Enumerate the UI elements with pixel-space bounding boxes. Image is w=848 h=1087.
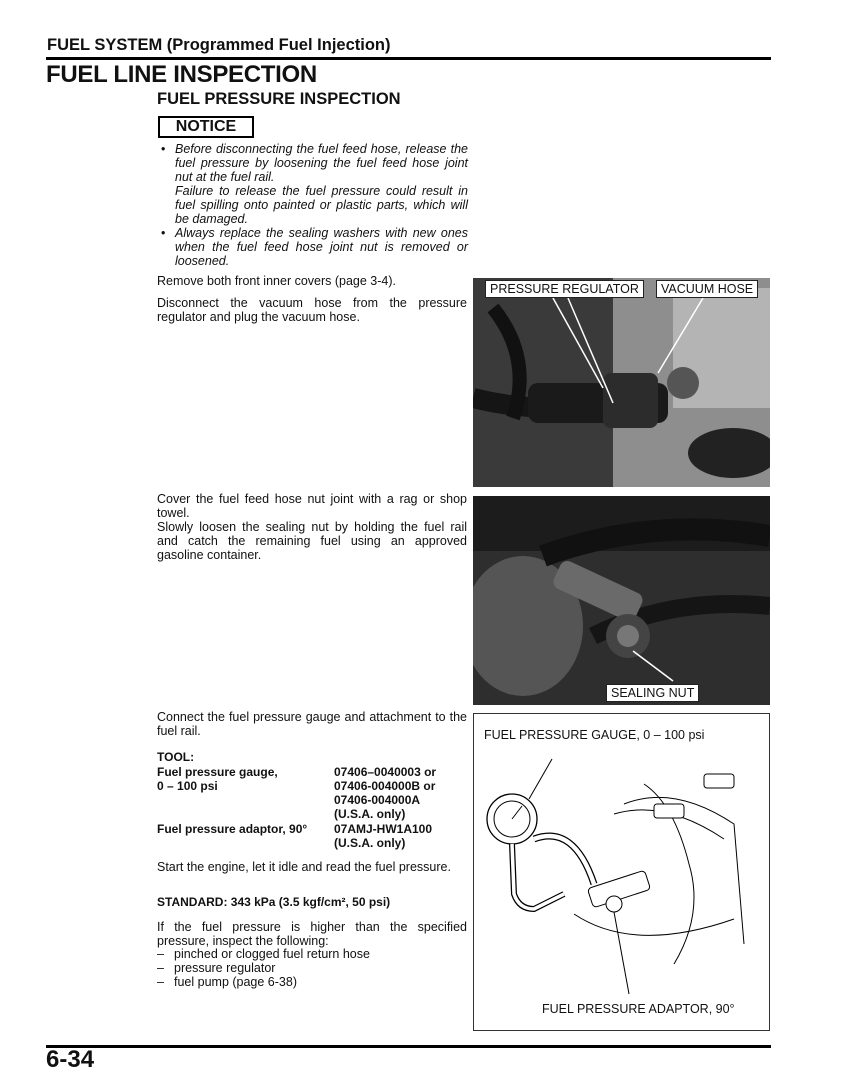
tool-part-number bbox=[334, 765, 436, 821]
tool-pn-line: 07406-004000A bbox=[334, 793, 421, 807]
step-text: Remove both front inner covers (page 3-4). bbox=[157, 274, 397, 288]
step-text: Disconnect the vacuum hose from the pressure regulator and plug the vacuum hose. bbox=[157, 296, 467, 324]
tool-heading: TOOL: bbox=[157, 750, 195, 764]
gauge-line-drawing bbox=[474, 744, 769, 1004]
tool-pn-line: (U.S.A. only) bbox=[334, 836, 406, 850]
standard-spec: STANDARD: 343 kPa (3.5 kgf/cm², 50 psi) bbox=[157, 895, 391, 909]
engine-photo-image bbox=[473, 496, 770, 705]
diagram-fuel-pressure-gauge bbox=[473, 713, 770, 1031]
section-header: FUEL SYSTEM (Programmed Fuel Injection) bbox=[47, 36, 391, 54]
list-item: – fuel pump (page 6-38) bbox=[157, 975, 370, 989]
section-subtitle: FUEL PRESSURE INSPECTION bbox=[157, 90, 401, 108]
footer-rule bbox=[46, 1045, 771, 1048]
inspect-list bbox=[157, 947, 370, 989]
engine-photo-image bbox=[473, 278, 770, 487]
tool-part-number bbox=[334, 822, 432, 850]
step-text: Cover the fuel feed hose nut joint with a rag or shop towel. bbox=[157, 492, 467, 520]
label-fuel-pressure-adaptor: FUEL PRESSURE ADAPTOR, 90° bbox=[542, 1002, 735, 1016]
step-text: Start the engine, let it idle and read the fuel pressure. bbox=[157, 860, 451, 874]
tool-name-line: 0 – 100 psi bbox=[157, 779, 218, 793]
notice-text bbox=[158, 142, 468, 268]
label-pressure-regulator: PRESSURE REGULATOR bbox=[485, 280, 644, 298]
header-rule bbox=[46, 57, 771, 60]
label-sealing-nut: SEALING NUT bbox=[606, 684, 699, 702]
notice-item-text: Failure to release the fuel pressure could result in fuel spilling onto painted or plastic parts, which will be damaged. bbox=[175, 184, 468, 226]
notice-item: • Always replace the sealing washers with new ones when the fuel feed hose joint nut is removed or loosened. bbox=[158, 226, 468, 268]
tool-name bbox=[157, 765, 278, 793]
step-text: If the fuel pressure is higher than the specified pressure, inspect the following: bbox=[157, 920, 467, 948]
tool-pn-line: 07AMJ-HW1A100 bbox=[334, 822, 433, 836]
tool-name: Fuel pressure adaptor, 90° bbox=[157, 822, 308, 836]
list-item: – pinched or clogged fuel return hose bbox=[157, 947, 370, 961]
photo-pressure-regulator bbox=[473, 278, 770, 487]
tool-name-line: Fuel pressure gauge, bbox=[157, 765, 278, 779]
label-fuel-pressure-gauge: FUEL PRESSURE GAUGE, 0 – 100 psi bbox=[484, 728, 705, 742]
step-text: Connect the fuel pressure gauge and attachment to the fuel rail. bbox=[157, 710, 467, 738]
notice-item bbox=[158, 142, 468, 226]
notice-badge: NOTICE bbox=[158, 116, 254, 138]
tool-pn-line: (U.S.A. only) bbox=[334, 807, 406, 821]
step-text: Slowly loosen the sealing nut by holding the fuel rail and catch the remaining fuel using an approved gasoline container. bbox=[157, 520, 467, 562]
list-item: – pressure regulator bbox=[157, 961, 370, 975]
page-number: 6-34 bbox=[46, 1046, 95, 1073]
photo-sealing-nut bbox=[473, 496, 770, 705]
tool-pn-line: 07406–0040003 or bbox=[334, 765, 437, 779]
notice-item-text: Before disconnecting the fuel feed hose, release the fuel pressure by loosening the fuel feed hose joint nut at the fuel rail. bbox=[175, 142, 468, 184]
page-title: FUEL LINE INSPECTION bbox=[46, 61, 317, 88]
tool-pn-line: 07406-004000B or bbox=[334, 779, 436, 793]
label-vacuum-hose: VACUUM HOSE bbox=[656, 280, 758, 298]
